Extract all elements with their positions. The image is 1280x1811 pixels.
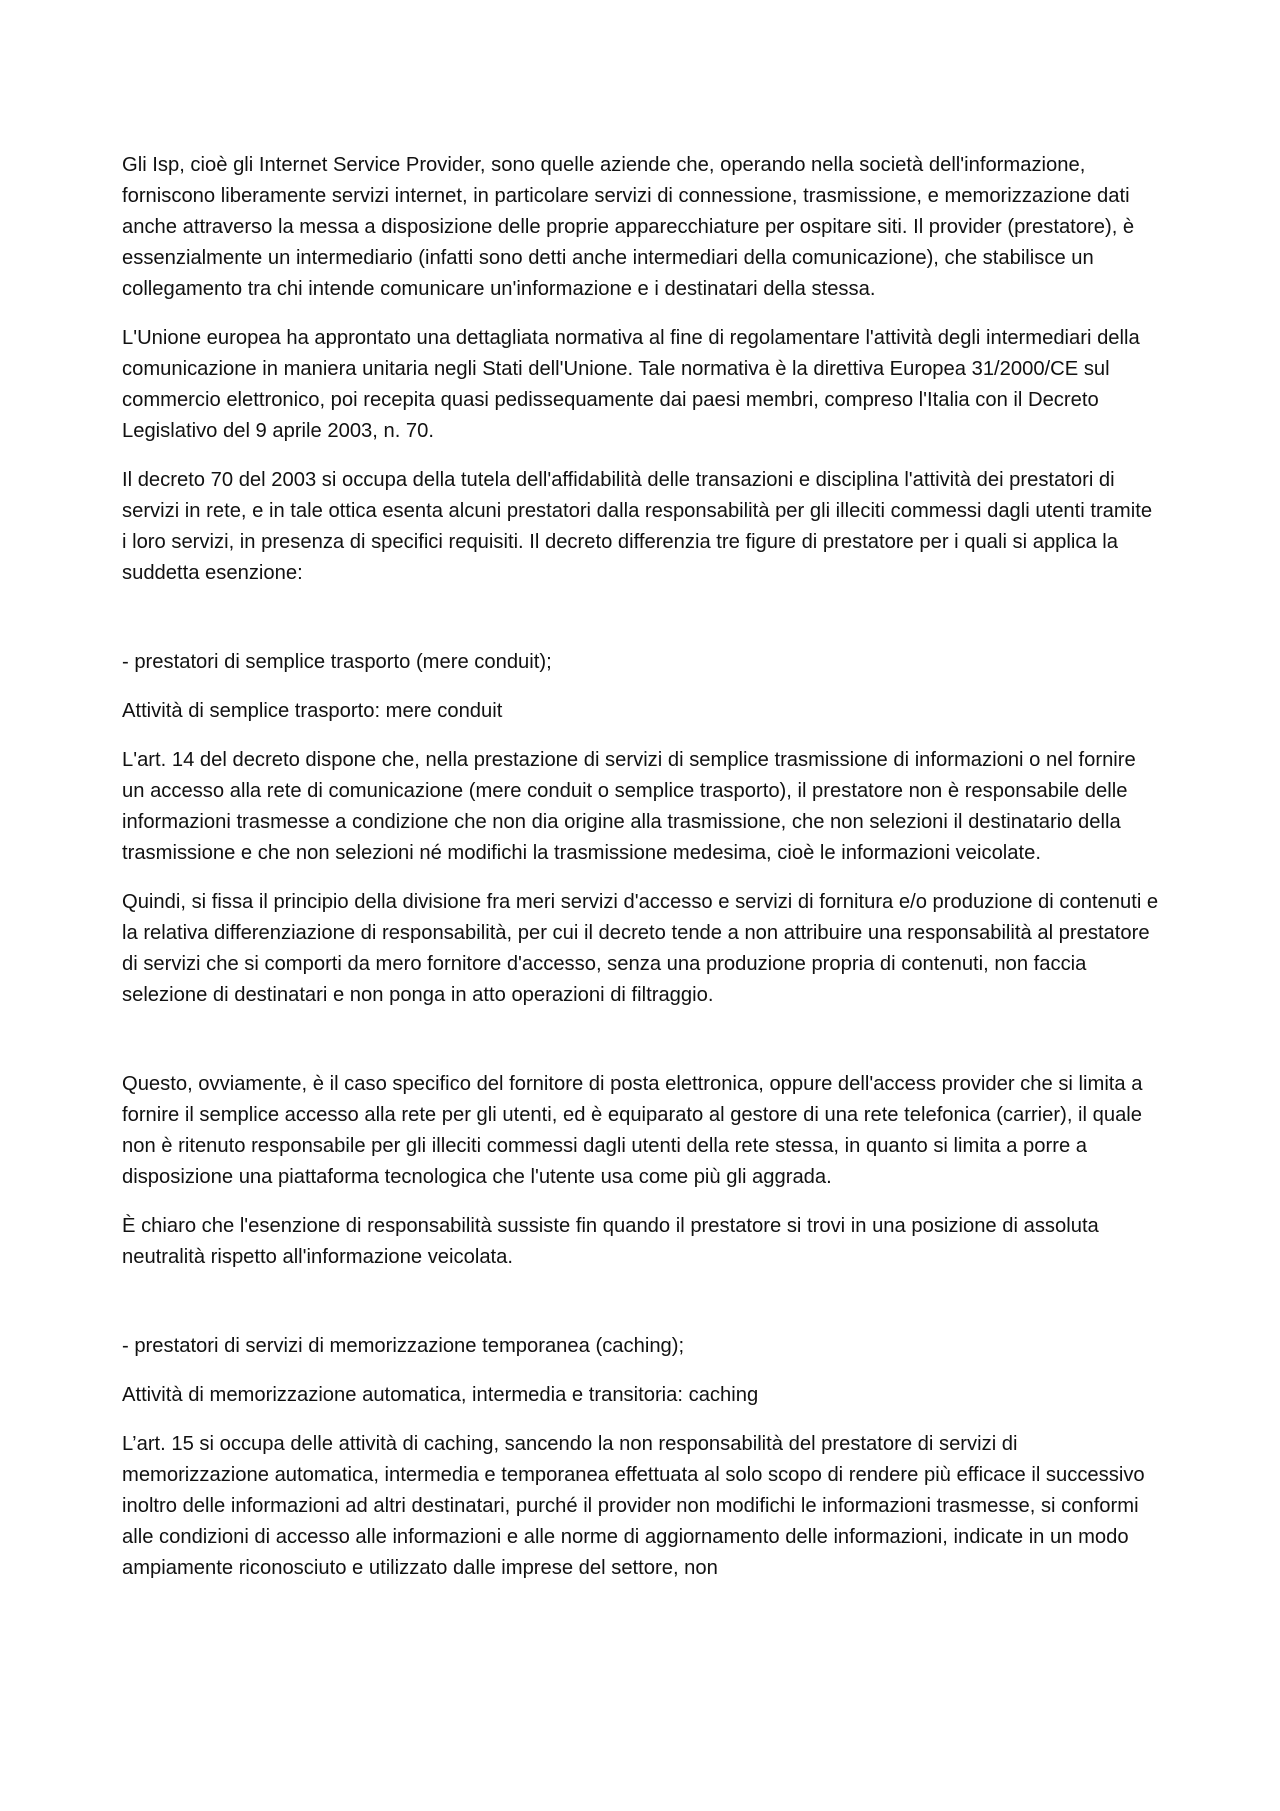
paragraph-email-provider: Questo, ovviamente, è il caso specifico del fornitore di posta elettronica, oppure dell'access provider che si limita a fornire il semplice accesso alla rete per gli utenti, ed è equiparato al gestore di una rete telefonica (carrier), il quale non è ritenuto responsabile per gli illeciti commessi dagli utenti della rete stessa, in quanto si limita a porre a disposizione una piattaforma tecnologica che l'utente usa come più gli aggrada. (122, 1073, 1143, 1188)
paragraph-access-principle: Quindi, si fissa il principio della divisione fra meri servizi d'accesso e servizi di fornitura e/o produzione di contenuti e la relativa differenziazione di responsabilità, per cui il decreto tende a non attribuire una responsabilità al prestatore di servizi che si comporti da mero fornitore d'accesso, senza una produzione propria di contenuti, non faccia selezione di destinatari e non ponga in atto operazioni di filtraggio. (122, 891, 1159, 1006)
paragraph-eu-directive: L'Unione europea ha approntato una dettagliata normativa al fine di regolamentare l'attività degli intermediari della comunicazione in maniera unitaria negli Stati dell'Unione. Tale normativa è la direttiva Europea 31/2000/CE sul commercio elettronico, poi recepita quasi pedissequamente dai paesi membri, compreso l'Italia con il Decreto Legislativo del 9 aprile 2003, n. 70. (122, 327, 1140, 442)
spacer (122, 1291, 1162, 1331)
spacer (122, 607, 1162, 647)
paragraph-art-14: L'art. 14 del decreto dispone che, nella prestazione di servizi di semplice trasmissione di informazioni o nel fornire un accesso alla rete di comunicazione (mere conduit o semplice trasporto), il prestatore non è responsabile delle informazioni trasmesse a condizione che non dia origine alla trasmissione, che non selezioni il destinatario della trasmissione e che non selezioni né modifichi la trasmissione medesima, cioè le informazioni veicolate. (122, 749, 1136, 864)
paragraph-neutrality: È chiaro che l'esenzione di responsabilità sussiste fin quando il prestatore si trovi in una posizione di assoluta neutralità rispetto all'informazione veicolata. (122, 1215, 1099, 1268)
section-heading-mere-conduit: Attività di semplice trasporto: mere conduit (122, 700, 503, 722)
document-body (122, 150, 1162, 1602)
spacer (122, 1029, 1162, 1069)
paragraph-decree-70: Il decreto 70 del 2003 si occupa della tutela dell'affidabilità delle transazioni e disciplina l'attività dei prestatori di servizi in rete, e in tale ottica esenta alcuni prestatori dalla responsabilità per gli illeciti commessi dagli utenti tramite i loro servizi, in presenza di specifici requisiti. Il decreto differenzia tre figure di prestatore per i quali si applica la suddetta esenzione: (122, 469, 1153, 584)
list-item-caching: - prestatori di servizi di memorizzazione temporanea (caching); (122, 1335, 685, 1357)
paragraph-art-15: L’art. 15 si occupa delle attività di caching, sancendo la non responsabilità del prestatore di servizi di memorizzazione automatica, intermedia e temporanea effettuata al solo scopo di rendere più efficace il successivo inoltro delle informazioni ad altri destinatari, purché il provider non modifichi le informazioni trasmesse, si conformi alle condizioni di accesso alle informazioni e alle norme di aggiornamento delle informazioni, indicate in un modo ampiamente riconosciuto e utilizzato dalle imprese del settore, non (122, 1433, 1145, 1579)
paragraph-isp-definition: Gli Isp, cioè gli Internet Service Provider, sono quelle aziende che, operando nella società dell'informazione, forniscono liberamente servizi internet, in particolare servizi di connessione, trasmissione, e memorizzazione dati anche attraverso la messa a disposizione delle proprie apparecchiature per ospitare siti. Il provider (prestatore), è essenzialmente un intermediario (infatti sono detti anche intermediari della comunicazione), che stabilisce un collegamento tra chi intende comunicare un'informazione e i destinatari della stessa. (122, 154, 1135, 300)
section-heading-caching: Attività di memorizzazione automatica, intermedia e transitoria: caching (122, 1384, 759, 1406)
list-item-mere-conduit: - prestatori di semplice trasporto (mere conduit); (122, 651, 552, 673)
